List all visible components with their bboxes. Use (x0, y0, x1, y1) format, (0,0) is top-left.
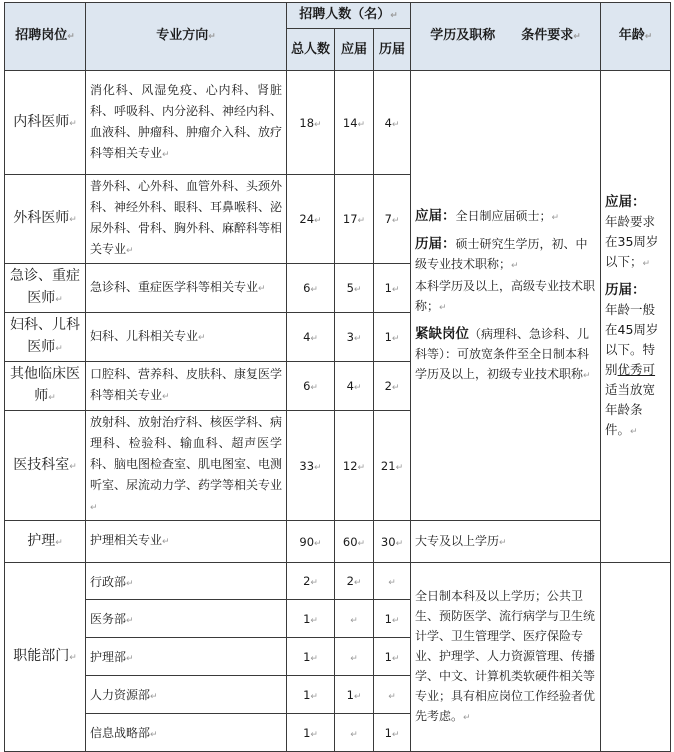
header-requirements: 学历及职称 条件要求↵ (411, 3, 601, 71)
total-cell: 1↵ (287, 600, 335, 638)
specialty-cell: 口腔科、营养科、皮肤科、康复医学科等相关专业↵ (86, 362, 287, 411)
experienced-cell: 4↵ (374, 71, 411, 175)
position-cell: 职能部门↵ (5, 563, 86, 752)
specialty-cell: 妇科、儿科相关专业↵ (86, 313, 287, 362)
total-cell: 24↵ (287, 175, 335, 264)
experienced-cell: 1↵ (374, 313, 411, 362)
nursing-requirement: 大专及以上学历↵ (411, 521, 601, 563)
position-cell: 外科医师↵ (5, 175, 86, 264)
position-cell: 内科医师↵ (5, 71, 86, 175)
fresh-cell: 2↵ (335, 563, 374, 600)
fresh-cell: ↵ (335, 638, 374, 676)
experienced-cell: 30↵ (374, 521, 411, 563)
specialty-cell: 放射科、放射治疗科、核医学科、病理科、检验科、输血科、超声医学科、脑电图检查室、肌电图室、电测听室、尿流动力学、药学等相关专业↵ (86, 411, 287, 521)
table-header (5, 3, 671, 71)
experienced-cell: 21↵ (374, 411, 411, 521)
fresh-cell: 12↵ (335, 411, 374, 521)
fresh-cell: 1↵ (335, 676, 374, 714)
dept-cell: 信息战略部↵ (86, 714, 287, 752)
specialty-cell: 护理相关专业↵ (86, 521, 287, 563)
specialty-cell: 消化科、风湿免疫、心内科、肾脏科、呼吸科、内分泌科、神经内科、血液科、肿瘤科、肿瘤介入科、放疗科等相关专业↵ (86, 71, 287, 175)
fresh-cell: 4↵ (335, 362, 374, 411)
position-cell: 妇科、儿科医师↵ (5, 313, 86, 362)
recruitment-table (4, 2, 671, 752)
specialty-cell: 普外科、心外科、血管外科、头颈外科、神经外科、眼科、耳鼻喉科、泌尿外科、骨科、胸外科、麻醉科等相关专业↵ (86, 175, 287, 264)
header-fresh: 应届 (335, 29, 374, 71)
header-position: 招聘岗位↵ (5, 3, 86, 71)
dept-cell: 行政部↵ (86, 563, 287, 600)
header-age: 年龄↵ (601, 3, 671, 71)
header-specialty: 专业方向↵ (86, 3, 287, 71)
total-cell: 1↵ (287, 676, 335, 714)
table-row (5, 71, 671, 175)
experienced-cell: 1↵ (374, 600, 411, 638)
age-requirements: 应届： 年龄要求在35周岁以下；↵ 历届： 年龄一般在45周岁以下。特别优秀可适当放宽年龄条件。↵ (601, 71, 671, 563)
position-cell: 医技科室↵ (5, 411, 86, 521)
total-cell: 2↵ (287, 563, 335, 600)
total-cell: 1↵ (287, 714, 335, 752)
fresh-cell: 3↵ (335, 313, 374, 362)
age-empty-cell (601, 563, 671, 752)
clinical-requirements: 应届：全日制应届硕士；↵ 历届：硕士研究生学历，初、中级专业技术职称；↵ 本科学历及以上，高级专业技术职称；↵ 紧缺岗位（病理科、急诊科、儿科等）：可放宽条件至全日制本科学历及以上，初级专业技术职称↵ (411, 71, 601, 521)
fresh-cell: 14↵ (335, 71, 374, 175)
total-cell: 6↵ (287, 264, 335, 313)
total-cell: 90↵ (287, 521, 335, 563)
dept-cell: 人力资源部↵ (86, 676, 287, 714)
position-cell: 急诊、重症医师↵ (5, 264, 86, 313)
total-cell: 1↵ (287, 638, 335, 676)
total-cell: 4↵ (287, 313, 335, 362)
total-cell: 33↵ (287, 411, 335, 521)
header-total: 总人数 (287, 29, 335, 71)
position-cell: 其他临床医师↵ (5, 362, 86, 411)
experienced-cell: 1↵ (374, 264, 411, 313)
experienced-cell: 1↵ (374, 714, 411, 752)
functional-requirement: 全日制本科及以上学历；公共卫生、预防医学、流行病学与卫生统计学、卫生管理学、医疗保险专业、护理学、人力资源管理、传播学、中文、计算机类软硬件相关等专业；具有相应岗位工作经验者优先考虑。↵ (411, 563, 601, 752)
fresh-cell: ↵ (335, 714, 374, 752)
total-cell: 18↵ (287, 71, 335, 175)
specialty-cell: 急诊科、重症医学科等相关专业↵ (86, 264, 287, 313)
experienced-cell: 7↵ (374, 175, 411, 264)
fresh-cell: 60↵ (335, 521, 374, 563)
fresh-cell: 17↵ (335, 175, 374, 264)
fresh-cell: 5↵ (335, 264, 374, 313)
experienced-cell: ↵ (374, 676, 411, 714)
dept-cell: 医务部↵ (86, 600, 287, 638)
table-row (5, 563, 671, 600)
header-experienced: 历届 (374, 29, 411, 71)
experienced-cell: 2↵ (374, 362, 411, 411)
table-row (5, 521, 671, 563)
position-cell: 护理↵ (5, 521, 86, 563)
total-cell: 6↵ (287, 362, 335, 411)
experienced-cell: ↵ (374, 563, 411, 600)
fresh-cell: ↵ (335, 600, 374, 638)
header-count-group: 招聘人数（名）↵ (287, 3, 411, 29)
experienced-cell: 1↵ (374, 638, 411, 676)
dept-cell: 护理部↵ (86, 638, 287, 676)
